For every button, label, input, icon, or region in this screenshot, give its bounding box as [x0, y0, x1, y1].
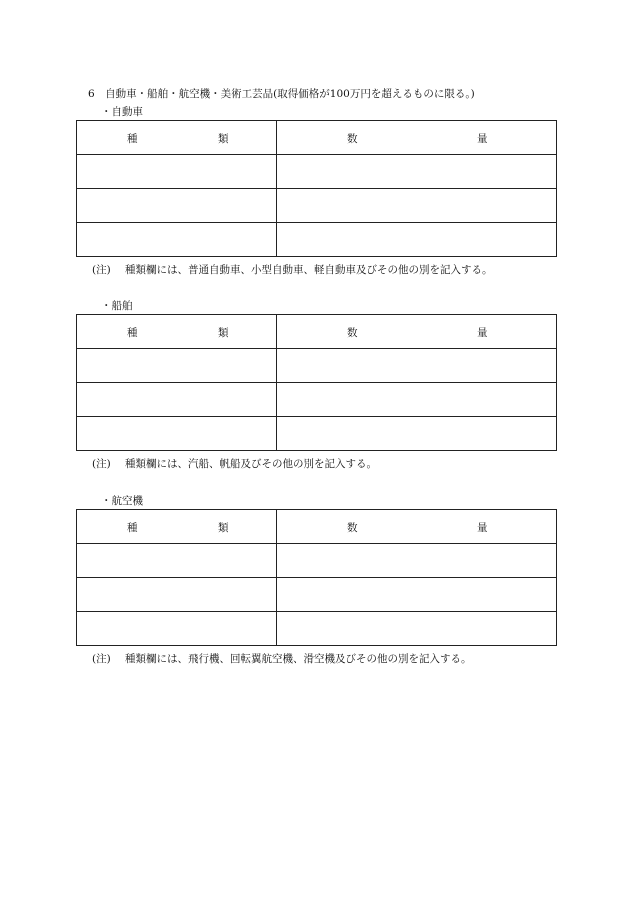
- table-row: [77, 578, 557, 612]
- quantity-cell[interactable]: [277, 578, 557, 612]
- note-label: (注): [92, 264, 111, 276]
- quantity-header-char-2: 量: [477, 522, 488, 534]
- type-cell[interactable]: [77, 383, 277, 417]
- type-header-char-1: 種: [127, 327, 138, 339]
- type-cell[interactable]: [77, 612, 277, 646]
- type-cell[interactable]: [77, 155, 277, 189]
- table-row: [77, 155, 557, 189]
- quantity-header-char-1: 数: [347, 327, 358, 339]
- table-row: [77, 349, 557, 383]
- quantity-column-header: [277, 315, 557, 349]
- table-header-row: [77, 121, 557, 155]
- type-cell[interactable]: [77, 349, 277, 383]
- section-title-ship: ・船舶: [101, 300, 133, 312]
- type-header-char-2: 類: [218, 327, 229, 339]
- type-column-header: [77, 315, 277, 349]
- quantity-header-char-1: 数: [347, 522, 358, 534]
- type-cell[interactable]: [77, 189, 277, 223]
- ship-table: [76, 314, 557, 451]
- type-header-char-2: 類: [218, 522, 229, 534]
- aircraft-note: [92, 651, 472, 666]
- ship-note: [92, 456, 377, 471]
- quantity-header-char-1: 数: [347, 133, 358, 145]
- quantity-header-char-2: 量: [477, 133, 488, 145]
- automobile-note: [92, 262, 493, 277]
- note-text: 種類欄には、汽船、帆船及びその他の別を記入する。: [125, 458, 377, 470]
- quantity-cell[interactable]: [277, 544, 557, 578]
- note-text: 種類欄には、飛行機、回転翼航空機、滑空機及びその他の別を記入する。: [125, 653, 472, 665]
- section-title-aircraft: ・航空機: [101, 495, 143, 507]
- quantity-cell[interactable]: [277, 612, 557, 646]
- quantity-column-header: [277, 121, 557, 155]
- quantity-header-char-2: 量: [477, 327, 488, 339]
- table-header-row: [77, 510, 557, 544]
- type-cell[interactable]: [77, 578, 277, 612]
- table-row: [77, 544, 557, 578]
- type-header-char-2: 類: [218, 133, 229, 145]
- type-cell[interactable]: [77, 223, 277, 257]
- table-row: [77, 189, 557, 223]
- section-title-automobile: ・自動車: [101, 106, 143, 118]
- quantity-cell[interactable]: [277, 223, 557, 257]
- quantity-cell[interactable]: [277, 349, 557, 383]
- note-text: 種類欄には、普通自動車、小型自動車、軽自動車及びその他の別を記入する。: [125, 264, 493, 276]
- table-row: [77, 417, 557, 451]
- table-row: [77, 223, 557, 257]
- table-row: [77, 612, 557, 646]
- quantity-cell[interactable]: [277, 417, 557, 451]
- note-label: (注): [92, 653, 111, 665]
- table-row: [77, 383, 557, 417]
- quantity-cell[interactable]: [277, 189, 557, 223]
- quantity-cell[interactable]: [277, 155, 557, 189]
- type-cell[interactable]: [77, 544, 277, 578]
- quantity-column-header: [277, 510, 557, 544]
- type-cell[interactable]: [77, 417, 277, 451]
- type-column-header: [77, 121, 277, 155]
- automobile-table: [76, 120, 557, 257]
- page-heading: 6 自動車・船舶・航空機・美術工芸品(取得価格が100万円を超えるものに限る。): [88, 88, 475, 100]
- note-label: (注): [92, 458, 111, 470]
- table-header-row: [77, 315, 557, 349]
- type-column-header: [77, 510, 277, 544]
- type-header-char-1: 種: [127, 133, 138, 145]
- quantity-cell[interactable]: [277, 383, 557, 417]
- aircraft-table: [76, 509, 557, 646]
- type-header-char-1: 種: [127, 522, 138, 534]
